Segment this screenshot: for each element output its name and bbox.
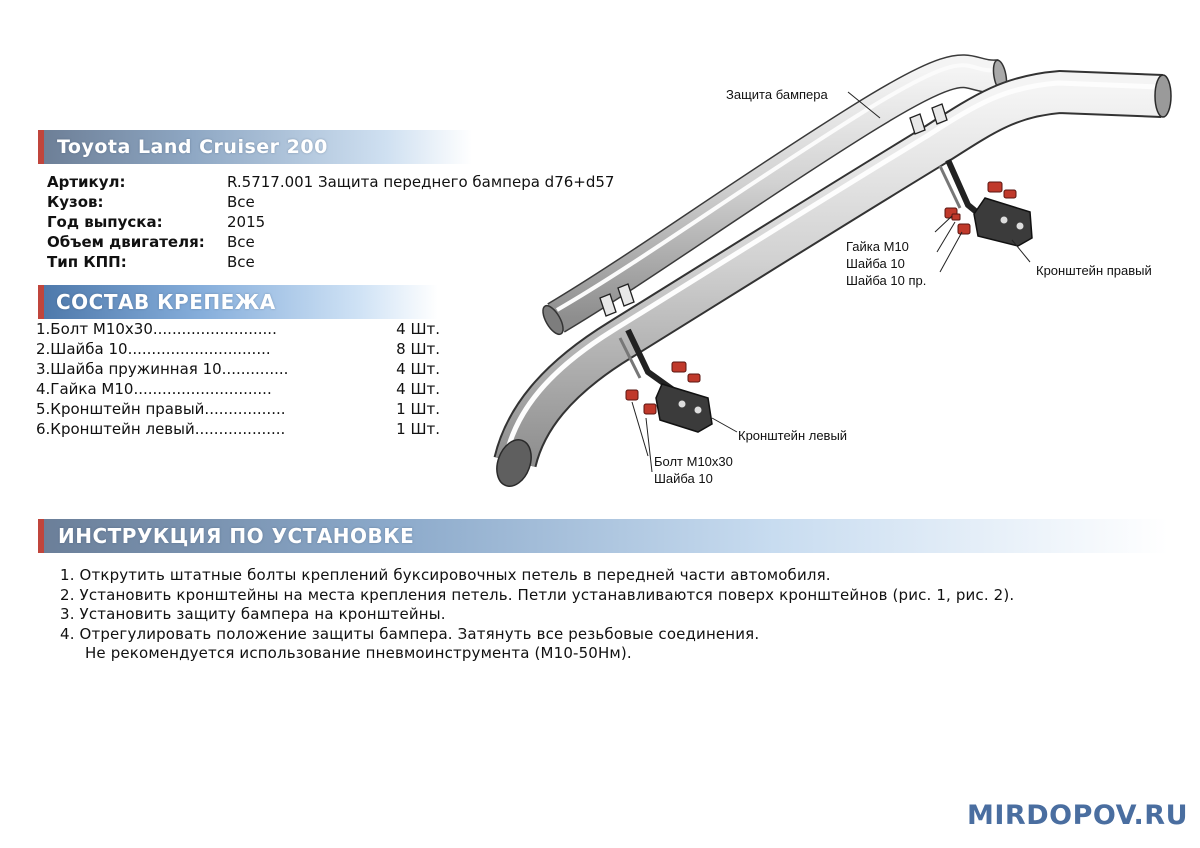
instruction-step: 2. Установить кронштейны на места крепления петель. Петли устанавливаются поверх кронштейнов (рис. 1, рис. 2). bbox=[60, 585, 1015, 604]
fastener-qty: 8 Шт. bbox=[396, 340, 440, 358]
spec-value: Все bbox=[227, 253, 255, 271]
label-bracket-left: Кронштейн левый bbox=[738, 428, 848, 443]
watermark: MIRDOPOV.RU bbox=[967, 800, 1188, 831]
instructions-title: ИНСТРУКЦИЯ ПО УСТАНОВКЕ bbox=[58, 524, 415, 548]
fastener-qty: 4 Шт. bbox=[396, 320, 440, 338]
label-nut: Гайка М10 bbox=[846, 239, 909, 254]
spec-value: R.5717.001 Защита переднего бампера d76+d57 bbox=[227, 173, 615, 191]
instruction-step: 1. Открутить штатные болты креплений буксировочных петель в передней части автомобиля. bbox=[60, 566, 831, 584]
fastener-qty: 1 Шт. bbox=[396, 420, 440, 438]
bracket-right bbox=[940, 160, 1032, 246]
fastener-name: 1.Болт М10х30.......................... bbox=[36, 320, 277, 338]
fastener-name: 5.Кронштейн правый................. bbox=[36, 400, 286, 418]
instruction-step: 4. Отрегулировать положение защиты бампера. Затянуть все резьбовые соединения. bbox=[60, 624, 760, 643]
instruction-step: 3. Установить защиту бампера на кронштейны. bbox=[60, 605, 446, 623]
label-spring-washer: Шайба 10 пр. bbox=[846, 273, 927, 288]
instruction-note: Не рекомендуется использование пневмоинструмента (М10-50Нм). bbox=[85, 644, 632, 662]
instructions-list bbox=[60, 566, 1014, 664]
fastener-qty: 4 Шт. bbox=[396, 380, 440, 398]
instructions-band bbox=[38, 519, 1168, 553]
spec-label: Тип КПП: bbox=[47, 253, 127, 271]
fastener-name: 3.Шайба пружинная 10.............. bbox=[36, 360, 289, 378]
fastener-name: 6.Кронштейн левый................... bbox=[36, 420, 286, 438]
label-bumper-guard: Защита бампера bbox=[726, 87, 828, 102]
fasteners-title: СОСТАВ КРЕПЕЖА bbox=[56, 290, 276, 314]
spec-label: Артикул: bbox=[47, 173, 126, 191]
spec-label: Кузов: bbox=[47, 193, 104, 211]
spec-value: 2015 bbox=[227, 213, 266, 231]
label-washer-right: Шайба 10 bbox=[846, 256, 905, 271]
label-bracket-right: Кронштейн правый bbox=[1036, 263, 1152, 278]
spec-label: Объем двигателя: bbox=[47, 233, 205, 251]
page-title: Toyota Land Cruiser 200 bbox=[57, 136, 328, 158]
spec-value: Все bbox=[227, 193, 255, 211]
label-bolt: Болт М10х30 bbox=[654, 454, 733, 469]
spec-label: Год выпуска: bbox=[47, 213, 163, 231]
spec-value: Все bbox=[227, 233, 255, 251]
fastener-name: 4.Гайка М10............................. bbox=[36, 380, 272, 398]
fastener-name: 2.Шайба 10.............................. bbox=[36, 340, 271, 358]
fastener-qty: 1 Шт. bbox=[396, 400, 440, 418]
fastener-qty: 4 Шт. bbox=[396, 360, 440, 378]
label-washer-left: Шайба 10 bbox=[654, 471, 713, 486]
